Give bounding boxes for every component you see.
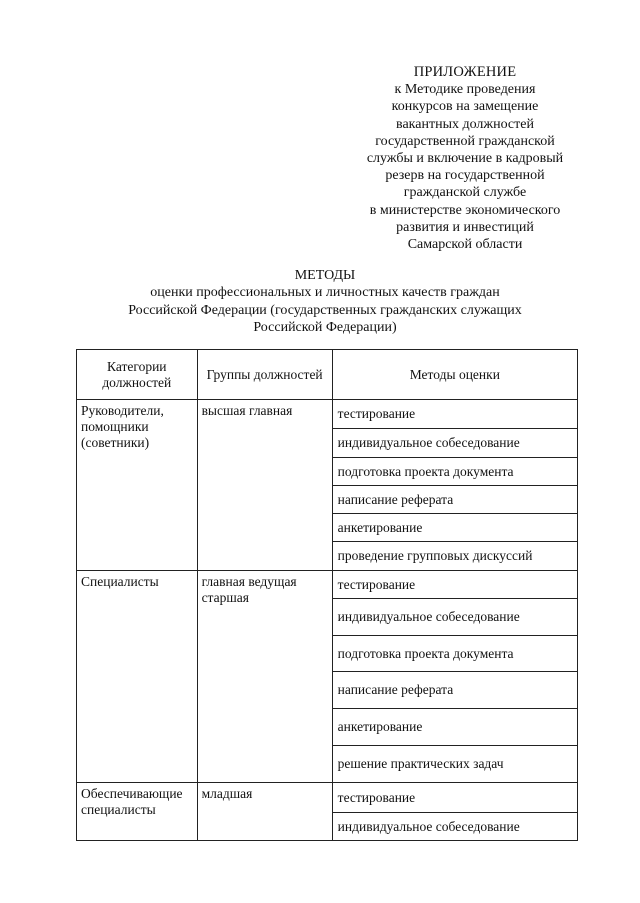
method-cell: тестирование (332, 571, 577, 599)
appendix-heading: ПРИЛОЖЕНИЕ (413, 64, 517, 80)
table-row (77, 571, 578, 599)
appendix-line: к Методике проведения (394, 82, 536, 98)
method-cell: тестирование (332, 783, 577, 813)
header-group: Группы должностей (197, 350, 332, 400)
appendix-line: резерв на государственной (385, 168, 545, 184)
method-cell: написание реферата (332, 486, 577, 514)
method-cell: тестирование (332, 400, 577, 429)
appendix-line: развития и инвестиций (396, 219, 534, 235)
method-cell: решение практических задач (332, 746, 577, 783)
document-title-block (0, 267, 640, 336)
table-row (77, 783, 578, 813)
appendix-line: вакантных должностей (396, 116, 534, 132)
method-cell: написание реферата (332, 672, 577, 709)
header-methods: Методы оценки (332, 350, 577, 400)
appendix-line: конкурсов на замещение (391, 99, 539, 115)
method-cell: индивидуальное собеседование (332, 429, 577, 458)
header-category: Категории должностей (77, 350, 198, 400)
document-subtitle-line: Российской Федерации) (253, 319, 397, 335)
appendix-line: службы и включение в кадровый (366, 151, 564, 167)
document-title: МЕТОДЫ (294, 268, 356, 283)
category-cell: Специалисты (77, 571, 198, 783)
appendix-line: в министерстве экономического (369, 202, 561, 218)
methods-table (76, 349, 578, 841)
group-cell: главная ведущая старшая (197, 571, 332, 783)
method-cell: подготовка проекта документа (332, 458, 577, 486)
group-cell: младшая (197, 783, 332, 841)
appendix-line: государственной гражданской (375, 133, 555, 149)
method-cell: индивидуальное собеседование (332, 599, 577, 636)
method-cell: индивидуальное собеседование (332, 813, 577, 841)
group-cell: высшая главная (197, 400, 332, 571)
method-cell: подготовка проекта документа (332, 636, 577, 672)
category-cell: Руководители, помощники (советники) (77, 400, 198, 571)
document-subtitle-line: Российской Федерации (государственных гражданских служащих (128, 302, 522, 318)
method-cell: анкетирование (332, 514, 577, 542)
document-subtitle-line: оценки профессиональных и личностных качеств граждан (150, 285, 500, 301)
method-cell: анкетирование (332, 709, 577, 746)
appendix-line: гражданской службе (403, 185, 527, 201)
category-cell: Обеспечивающие специалисты (77, 783, 198, 841)
table-header-row (77, 350, 578, 400)
method-cell: проведение групповых дискуссий (332, 542, 577, 571)
appendix-block (340, 64, 590, 253)
table-row (77, 400, 578, 429)
appendix-line: Самарской области (407, 237, 523, 253)
